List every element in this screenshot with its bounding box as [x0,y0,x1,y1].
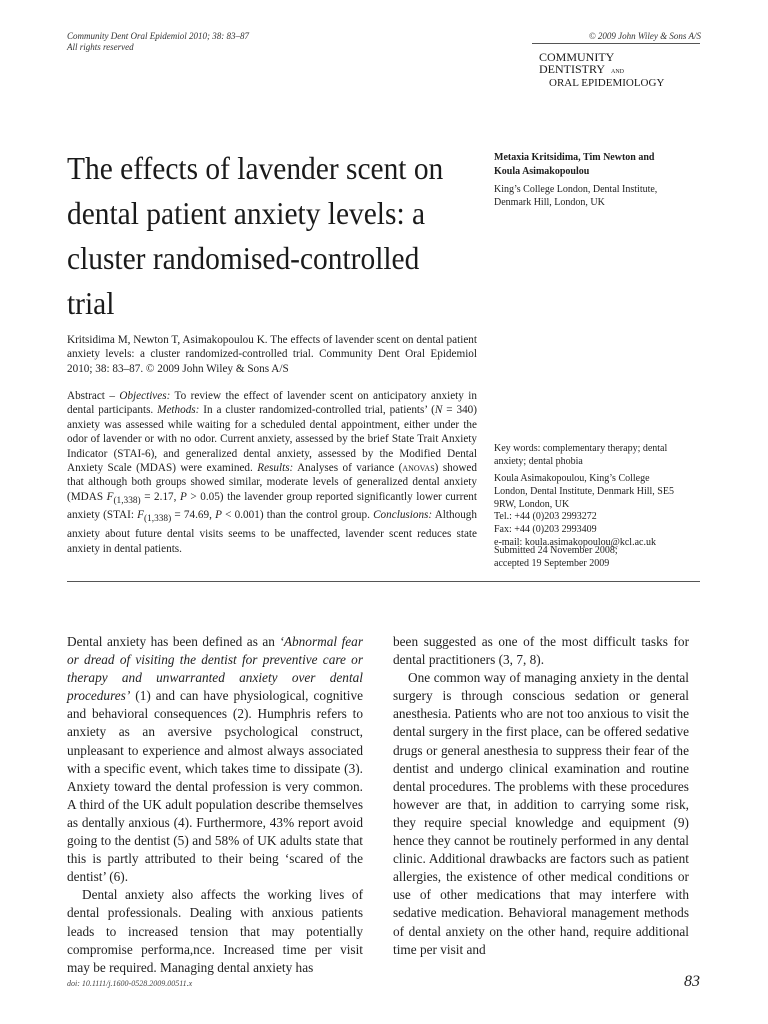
copyright-notice: © 2009 John Wiley & Sons A/S [588,31,701,41]
title-line: dental patient anxiety levels: a [67,195,426,231]
title-line: cluster randomised-controlled [67,240,420,276]
fax: Fax: +44 (0)203 2993409 [494,524,597,536]
f-symbol: F [106,490,114,503]
rights-notice: All rights reserved [67,42,134,52]
results-text: > 0.05) the lavender group reported significantly lower current anxiety (STAI: [67,490,477,522]
logo-line-oral-epidemiology: ORAL EPIDEMIOLOGY [549,77,665,89]
article-title [67,146,444,326]
results-text: = 74.69, [171,509,216,522]
methods-label: Methods: [157,404,200,417]
body-paragraph: Dental anxiety also affects the working lives of dental professionals. Dealing with anxious patients leads to increased tension that may potentially compromise performa,nce. Increased time per visit may be required. Managing dental anxiety has [67,887,363,975]
authors-line: Metaxia Kritsidima, Tim Newton and [494,152,655,163]
body-paragraph [67,633,363,886]
correspondence-address [494,473,694,550]
methods-text: = 340) anxiety was assessed while waiting for a scheduled dental appointment, either under the odor of lavender or with no odor. Current anxiety, assessed by the brief State Trait Anxiety Indicator (STAI-6), and generalized dental anxiety, assessed by the Modified Dental Anxiety Scale (MDAS) were examined. [67,404,477,475]
logo-line-and: AND [611,69,624,75]
accepted-date: accepted 19 September 2009 [494,557,610,569]
conclusions-text: Although anxiety about future dental visits seems to be unaffected, lavender scent reduces state anxiety in dental patients. [67,509,477,555]
body-paragraph: One common way of managing anxiety in the dental surgery is through conscious sedation or general anesthesia. Patients who are not too anxious to visit the dental surgery in the first place, can be offered sedative drugs or general anesthesia to suppress their fear of the dentist and undergo clinical examination and routine dental procedures. The problems with these procedures however are that, in addition to carrying some risk, they require special knowledge and equipment (9) hence they cannot be routinely performed in any dental clinic. Additional drawbacks are factors such as patient allergies, the existence of other medical conditions or use of other medications that may interfere with sedative medication. Behavioral management methods of dental anxiety on the other hand, require additional time per visit and [393,670,689,957]
n-symbol: N [434,404,443,417]
p-symbol: P [215,509,222,522]
doi: doi: 10.1111/j.1600-0528.2009.00511.x [67,979,193,988]
author-affiliation [494,183,694,209]
title-line: trial [67,285,115,321]
submission-dates [494,545,694,571]
body-column-left [67,633,363,977]
results-text: ) showed that although both groups showed similar, moderate levels of generalized dental anxiety (MDAS [67,462,477,503]
objectives-text: To review the effect of lavender scent on anticipatory anxiety in dental participants. [67,390,477,417]
affiliation-line: King’s College London, Dental Institute, [494,184,658,195]
page-number: 83 [684,973,700,990]
definition-quote: ‘Abnormal fear or dread of visiting the dentist for preventive care or therapy and unwarranted anxiety over dental procedures’ [67,634,363,704]
journal-header [67,31,249,53]
results-text: = 2.17, [140,490,180,503]
paragraph-text: Dental anxiety has been defined as an [67,634,280,649]
authors-line: Koula Asimakopoulou [494,166,590,177]
author-list [494,151,694,179]
header-rule [532,43,700,44]
body-column-right [393,633,689,959]
anovas-term: anovas [402,462,435,475]
logo-line-dentistry: DENTISTRY [539,62,605,76]
conclusions-label: Conclusions: [373,509,433,522]
results-text: < 0.001) than the control group. [221,509,374,522]
email: e-mail: koula.asimakopoulou@kcl.ac.uk [494,536,656,548]
keywords: Key words: complementary therapy; dental anxiety; dental phobia [494,443,668,467]
address-line: 9RW, London, UK [494,498,570,510]
f-symbol: F [137,509,144,522]
abstract-block [67,389,477,556]
citation-block: Kritsidima M, Newton T, Asimakopoulou K. The effects of lavender scent on dental patient anxiety levels: a cluster randomized-controlled trial. Community Dent Oral Epidemiol 2010; 38: 83–87. © 2009 John Wiley & Sons A/S [67,334,477,375]
address-line: London, Dental Institute, Denmark Hill, SE5 [494,485,674,497]
methods-text: In a cluster randomized-controlled trial, patients’ ( [199,404,435,417]
results-text: Analyses of variance ( [293,462,403,475]
submitted-date: Submitted 24 November 2008; [494,545,618,556]
degrees-of-freedom: (1,338) [113,496,141,507]
abstract-lead: Abstract – [67,390,120,402]
body-paragraph: been suggested as one of the most difficult tasks for dental practitioners (3, 7, 8). [393,634,689,668]
logo-line-community: COMMUNITY [539,50,615,64]
title-line: The effects of lavender scent on [67,150,444,186]
results-label: Results: [257,462,294,475]
journal-reference: Community Dent Oral Epidemiol 2010; 38: 83–87 [67,31,249,41]
journal-logo [536,48,706,90]
address-line: Koula Asimakopoulou, King’s College [494,473,650,484]
objectives-label: Objectives: [119,390,171,402]
affiliation-line: Denmark Hill, London, UK [494,197,605,208]
telephone: Tel.: +44 (0)203 2993272 [494,511,597,523]
abstract-divider [67,581,700,582]
paragraph-text: (1) and can have physiological, cognitive and behavioral consequences (2). Humphris refers to anxiety as an aversive psychological construct, unpleasant to experience and almost always associated with a specific event, which takes time to dissipate (3). Anxiety toward the dental profession is very common. A third of the UK adult population describe themselves as dentally anxious (4). Furthermore, 43% report avoid going to the dentist (5) and 58% of UK adults state that this is partly attributed to their being ‘scared of the dentist’ (6). [67,688,363,885]
p-symbol: P [179,490,187,503]
degrees-of-freedom: (1,338) [143,514,172,525]
